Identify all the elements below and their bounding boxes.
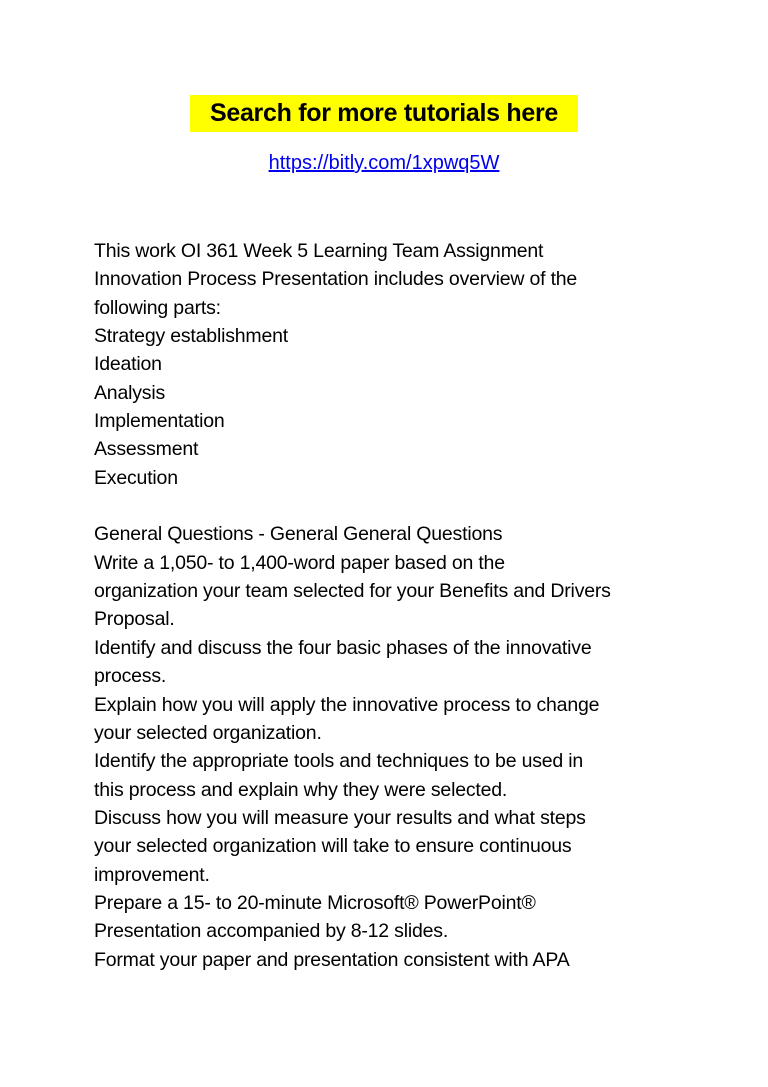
text-line: Prepare a 15- to 20-minute Microsoft® PowerPoint® bbox=[94, 891, 536, 914]
text-line: Innovation Process Presentation includes overview of the bbox=[94, 268, 578, 291]
text-line: process. bbox=[94, 665, 167, 688]
tutorials-link[interactable]: https://bitly.com/1xpwq5W bbox=[268, 152, 500, 174]
text-line: following parts: bbox=[94, 296, 221, 319]
blank-line bbox=[94, 492, 611, 520]
text-line: Implementation bbox=[94, 410, 225, 433]
text-line: Explain how you will apply the innovative process to change bbox=[94, 693, 600, 716]
text-line: Discuss how you will measure your results and what steps bbox=[94, 806, 586, 829]
document-body bbox=[94, 237, 611, 974]
text-line: Identify and discuss the four basic phases of the innovative bbox=[94, 636, 592, 659]
text-line: Analysis bbox=[94, 381, 166, 404]
page-heading: Search for more tutorials here bbox=[190, 95, 578, 132]
text-line: Strategy establishment bbox=[94, 325, 288, 348]
text-line: your selected organization will take to ensure continuous bbox=[94, 835, 572, 858]
text-line: Presentation accompanied by 8-12 slides. bbox=[94, 920, 449, 943]
text-line: Assessment bbox=[94, 438, 199, 461]
text-line: Format your paper and presentation consistent with APA bbox=[94, 948, 570, 971]
text-line: Proposal. bbox=[94, 608, 175, 631]
text-line: General Questions - General General Questions bbox=[94, 523, 503, 546]
text-line: Ideation bbox=[94, 353, 162, 376]
text-line: This work OI 361 Week 5 Learning Team Assignment bbox=[94, 240, 544, 262]
text-line: this process and explain why they were selected. bbox=[94, 778, 508, 801]
text-line: Identify the appropriate tools and techniques to be used in bbox=[94, 750, 584, 773]
text-line: organization your team selected for your Benefits and Drivers bbox=[94, 580, 611, 603]
text-line: Write a 1,050- to 1,400-word paper based on the bbox=[94, 551, 505, 574]
text-line: Execution bbox=[94, 466, 178, 489]
text-line: improvement. bbox=[94, 863, 210, 886]
text-line: your selected organization. bbox=[94, 721, 322, 744]
